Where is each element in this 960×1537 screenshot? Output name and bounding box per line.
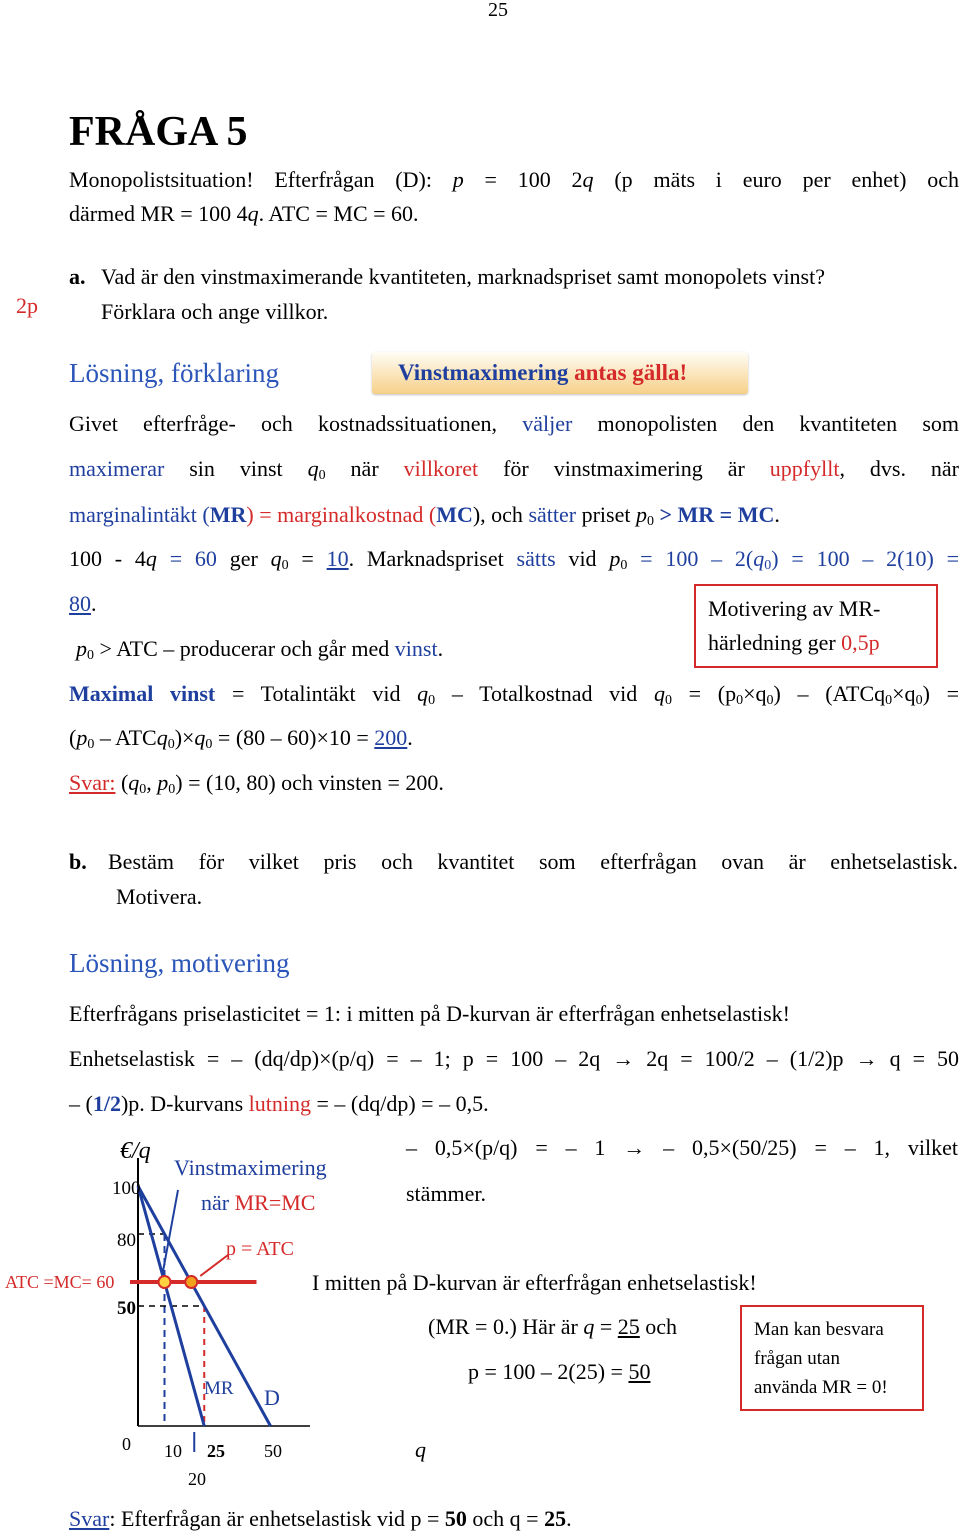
solution-header-b: Lösning, motivering — [69, 948, 290, 978]
note-line-1: Vinstmaximering — [174, 1155, 327, 1180]
tick-x-50: 50 — [264, 1441, 282, 1461]
b-right-line-1: – 0,5×(p/q) = – 1 → – 0,5×(50/25) = – 1, vilket — [406, 1135, 958, 1160]
note-line-2: när MR=MC — [201, 1190, 316, 1215]
tick-x-0: 0 — [122, 1434, 131, 1454]
a-text-line-6: $p_0$ > ATC – producerar och går med vinst. — [76, 636, 444, 663]
points-badge-a: 2p — [16, 293, 38, 318]
arrow-p-atc — [200, 1255, 228, 1276]
a-text-line-4: 100 - 4q = 60 ger $q_0 = 10$. Marknadspriset sätts vid $p_0 = 100 - 2(q_0) = 100 - 2(10)$ = — [69, 546, 960, 573]
d-label: D — [264, 1385, 280, 1410]
a-text-line-5: 80. — [69, 591, 97, 616]
mr-label: MR — [204, 1378, 234, 1399]
demand-graph — [0, 1130, 440, 1500]
side-note-box: Man kan besvara frågan utan använda MR = 0! — [740, 1305, 924, 1411]
callout-profit-max: Vinstmaximering antas gälla! — [372, 352, 748, 394]
tick-x-10: 10 — [164, 1441, 182, 1461]
b-answer: Svar: Efterfrågan är enhetselastisk vid p = 50 och q = 25. — [69, 1506, 572, 1531]
a-text-line-3: marginalintäkt (MR) = marginalkostnad (MC), och sätter priset $p_0$ > MR = MC. — [69, 502, 780, 529]
page-title: FRÅGA 5 — [69, 109, 248, 155]
a-text-line-2: maximerar sin vinst $q_0$ när villkoret för vinstmaximering är uppfyllt, dvs. när — [69, 456, 960, 483]
part-a-label: a. — [69, 264, 86, 289]
tick-x-20: 20 — [188, 1469, 206, 1489]
motivation-box: Motivering av MR- härledning ger 0,5p — [694, 584, 938, 668]
a-text-line-8: ($p_0$ – $ATCq_0)\times q_0 = (80 - 60)\times 10 = 200$. — [69, 725, 413, 752]
b-text-line-2: Enhetselastisk = – (dq/dp)×(p/q) = – 1; p = 100 – 2q → 2q = 100/2 – (1/2)p → q = 50 — [69, 1046, 959, 1071]
b-text-line-3: – (1/2)p. D-kurvans lutning = – (dq/dp) = – 0,5. — [69, 1091, 489, 1116]
a-answer: Svar: ($q_0$, $p_0) = (10$, 80) och vinsten = 200. — [69, 770, 444, 797]
b-right-line-2: stämmer. — [406, 1181, 487, 1206]
question-a-line-1: Vad är den vinstmaximerande kvantiteten, marknadspriset samt monopolets vinst? — [101, 264, 825, 289]
page-number: 25 — [488, 0, 508, 21]
point-q25-atc — [185, 1276, 197, 1288]
a-text-line-7: Maximal vinst = Totalintäkt vid $q_0$ – Totalkostnad vid $q_0 = (p_0\times q_0)$ – $(ATCq_0\times q_0)$ = — [69, 681, 959, 708]
mid-note: I mitten på D-kurvan är efterfrågan enhetselastisk! — [312, 1270, 757, 1295]
p-atc-label: p = ATC — [226, 1238, 294, 1260]
mr0-line-1: (MR = 0.) Här är q = 25 och — [428, 1314, 678, 1339]
point-q10-p60 — [159, 1276, 171, 1288]
question-b-line-1: Bestäm för vilket pris och kvantitet som efterfrågan ovan är enhetselastisk. — [108, 849, 958, 874]
intro-line-2: därmed MR = 100 4q. ATC = MC = 60. — [69, 201, 419, 226]
b-text-line-1: Efterfrågans priselasticitet = 1: i mitten på D-kurvan är efterfrågan enhetselastisk! — [69, 1001, 791, 1026]
a-text-line-1: Givet efterfråge- och kostnadssituationen, väljer monopolisten den kvantiteten som — [69, 411, 959, 436]
intro-line-1: Monopolistsituation! Efterfrågan (D): p = 100 2q (p mäts i euro per enhet) och — [69, 167, 959, 192]
x-axis-label: q — [415, 1437, 426, 1462]
solution-header-a: Lösning, förklaring — [69, 358, 279, 388]
question-b-line-2: Motivera. — [116, 884, 203, 909]
tick-y-50: 50 — [117, 1298, 136, 1319]
mr0-line-2: p = 100 – 2(25) = 50 — [468, 1359, 651, 1384]
atc-mc-label: ATC =MC= 60 — [5, 1272, 115, 1292]
tick-y-100: 100 — [112, 1178, 141, 1199]
y-axis-label: €/q — [120, 1138, 151, 1164]
tick-x-25: 25 — [207, 1441, 225, 1461]
tick-y-80: 80 — [117, 1230, 136, 1251]
part-b-label: b. — [69, 849, 87, 874]
question-a-line-2: Förklara och ange villkor. — [101, 299, 329, 324]
